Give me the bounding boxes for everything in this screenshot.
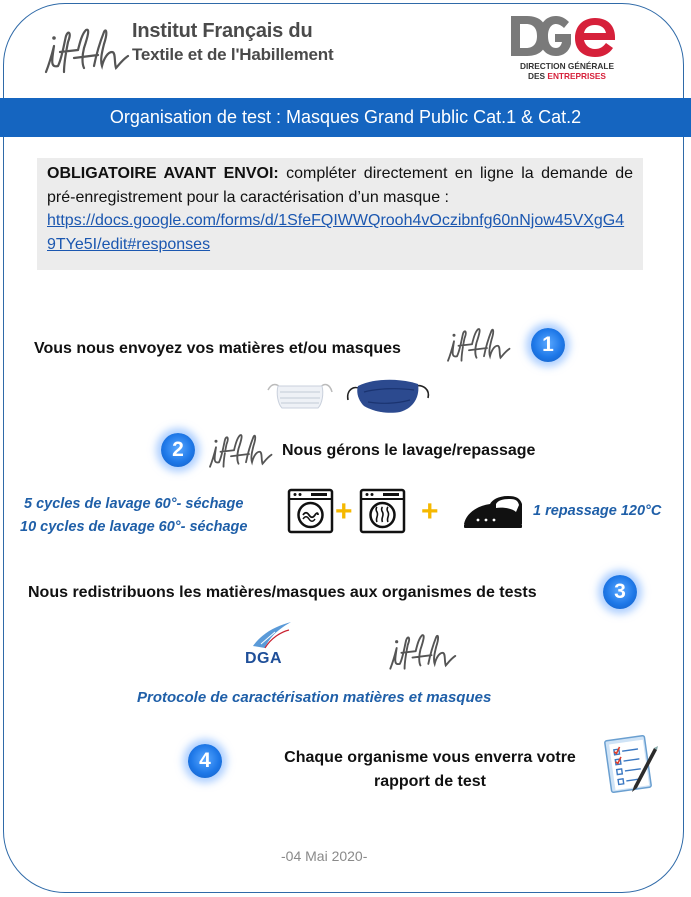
dge-sub-line1: DIRECTION GÉNÉRALE [519, 61, 615, 71]
dge-logo-icon [509, 14, 621, 58]
ifth-signature-icon [442, 322, 514, 368]
iron-icon [462, 494, 524, 530]
dge-sub-red: ENTREPRISES [547, 71, 606, 81]
dge-sub-line2 [509, 71, 625, 81]
ironing-text: 1 repassage 120°C [533, 503, 662, 519]
notice-text: compléter directement en ligne la demande de pré-enregistrement pour la caractérisation d’un masque : [47, 165, 634, 206]
notice-bold: OBLIGATOIRE AVANT ENVOI: [47, 165, 279, 182]
ifth-signature-icon [204, 428, 276, 474]
footer-date: -04 Mai 2020- [281, 848, 368, 864]
step4-text [268, 746, 592, 794]
step4-line1: Chaque organisme vous enverra votre [284, 749, 576, 766]
notice-box [37, 158, 643, 270]
ifth-signature-icon [384, 628, 460, 676]
checklist-icon [604, 734, 660, 798]
dge-subtitle [509, 61, 625, 81]
plus-sign: + [421, 495, 439, 528]
step1-text: Vous nous envoyez vos matières et/ou masques [34, 340, 401, 357]
mask-icon [344, 376, 432, 416]
step3-text: Nous redistribuons les matières/masques aux organismes de tests [28, 584, 537, 601]
protocol-text: Protocole de caractérisation matières et masques [137, 689, 492, 706]
institute-name [132, 20, 333, 66]
washing-machine-icon [287, 488, 334, 534]
step3-badge: 3 [603, 575, 637, 609]
washing-line1: 5 cycles de lavage 60°- séchage [24, 496, 244, 512]
title-banner: Organisation de test : Masques Grand Public Cat.1 & Cat.2 [0, 98, 691, 137]
step2-badge: 2 [161, 433, 195, 467]
step4-line2: rapport de test [373, 773, 486, 790]
dge-sub-prefix: DES [528, 71, 548, 81]
institute-line2: Textile et de l'Habillement [132, 45, 334, 64]
form-link[interactable]: https://docs.google.com/forms/d/1SfeFQIWWQrooh4vOczibnfg60nNjow45VXgG49TYe5I/edit#responses [47, 212, 625, 253]
mask-icon [266, 378, 334, 412]
dga-mark: DGA [245, 650, 283, 667]
step4-badge: 4 [188, 744, 222, 778]
step1-badge: 1 [531, 328, 565, 362]
washing-line2: 10 cycles de lavage 60°- séchage [20, 519, 248, 535]
step2-text: Nous gérons le lavage/repassage [282, 442, 536, 459]
plus-sign: + [335, 495, 353, 528]
dryer-icon [359, 488, 406, 534]
ifth-signature-icon [38, 22, 134, 80]
institute-line1: Institut Français du [132, 20, 313, 42]
